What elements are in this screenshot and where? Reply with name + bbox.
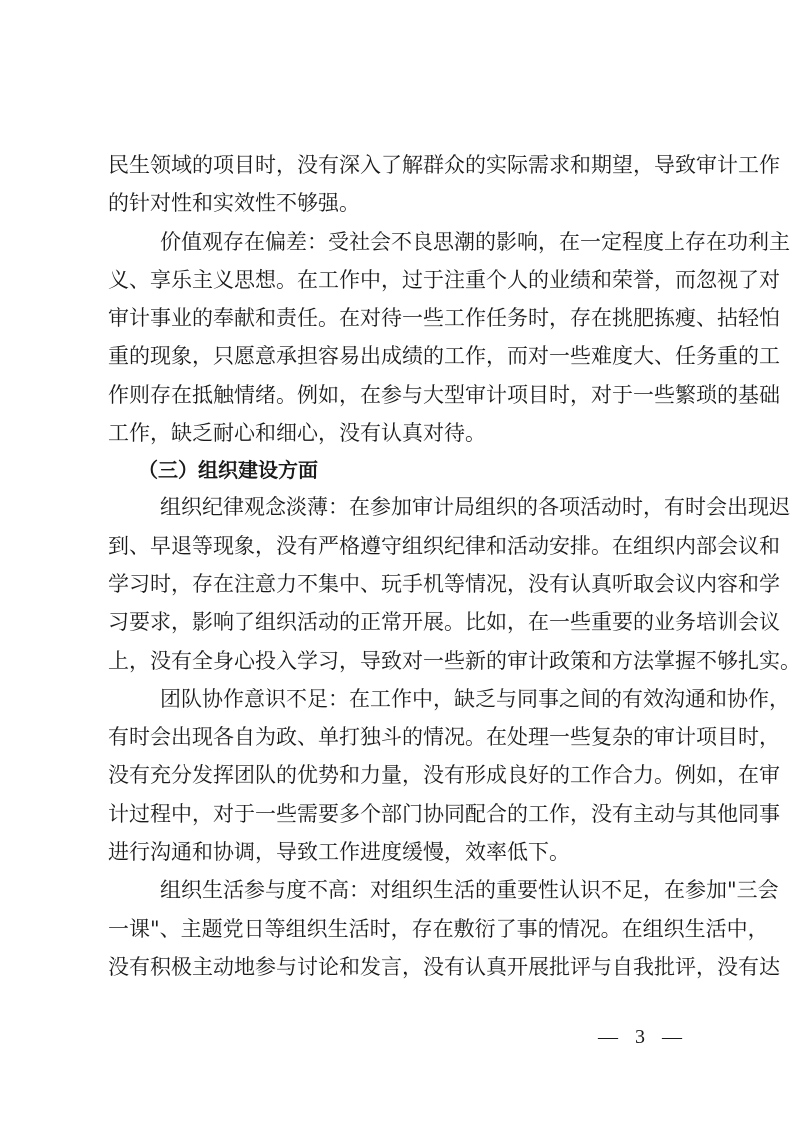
text-line: 义、享乐主义思想。在工作中，过于注重个人的业绩和荣誉，而忽视了对 <box>108 267 780 292</box>
text-line: 组织生活参与度不高：对组织生活的重要性认识不足，在参加"三会 <box>160 878 779 903</box>
paragraph <box>108 488 801 679</box>
text-line: 习要求，影响了组织活动的正常开展。比如，在一些重要的业务培训会议 <box>108 610 780 635</box>
text-line: 价值观存在偏差：受社会不良思潮的影响，在一定程度上存在功利主 <box>160 229 790 254</box>
text-line: 学习时，存在注意力不集中、玩手机等情况，没有认真听取会议内容和学 <box>108 571 780 596</box>
document-body <box>108 146 801 986</box>
section-heading <box>108 452 688 488</box>
text-line: 民生领域的项目时，没有深入了解群众的实际需求和期望，导致审计工作 <box>108 153 780 177</box>
text-line: 审计事业的奉献和责任。在对待一些工作任务时，存在挑肥拣瘦、拈轻怕 <box>108 306 780 331</box>
paragraph <box>108 680 790 871</box>
text-line: 进行沟通和协调，导致工作进度缓慢，效率低下。 <box>108 840 570 865</box>
text-line: 有时会出现各自为政、单打独斗的情况。在处理一些复杂的审计项目时， <box>108 725 780 750</box>
paragraph <box>108 146 780 223</box>
text-line: 重的现象，只愿意承担容易出成绩的工作，而对一些难度大、任务重的工 <box>108 344 780 369</box>
text-line: 没有积极主动地参与讨论和发言，没有认真开展批评与自我批评，没有达 <box>108 954 780 979</box>
text-line: 工作，缺乏耐心和细心，没有认真对待。 <box>108 421 486 446</box>
text-line: 上，没有全身心投入学习，导致对一些新的审计政策和方法掌握不够扎实。 <box>108 648 801 673</box>
text-line: 一课"、主题党日等组织生活时，存在敷衍了事的情况。在组织生活中， <box>108 916 769 941</box>
text-line: 的针对性和实效性不够强。 <box>108 191 360 216</box>
text-line: 没有充分发挥团队的优势和力量，没有形成良好的工作合力。例如，在审 <box>108 763 780 788</box>
text-line: 团队协作意识不足：在工作中，缺乏与同事之间的有效沟通和协作， <box>160 686 790 711</box>
paragraph <box>108 871 780 986</box>
page-number: — 3 — <box>598 1026 688 1048</box>
heading-text: （三）组织建设方面 <box>138 458 318 483</box>
text-line: 作则存在抵触情绪。例如，在参与大型审计项目时，对于一些繁琐的基础 <box>108 382 780 407</box>
paragraph <box>108 223 790 453</box>
text-line: 计过程中，对于一些需要多个部门协同配合的工作，没有主动与其他同事 <box>108 801 780 826</box>
text-line: 组织纪律观念淡薄：在参加审计局组织的各项活动时，有时会出现迟 <box>160 495 790 520</box>
text-line: 到、早退等现象，没有严格遵守组织纪律和活动安排。在组织内部会议和 <box>108 533 780 558</box>
